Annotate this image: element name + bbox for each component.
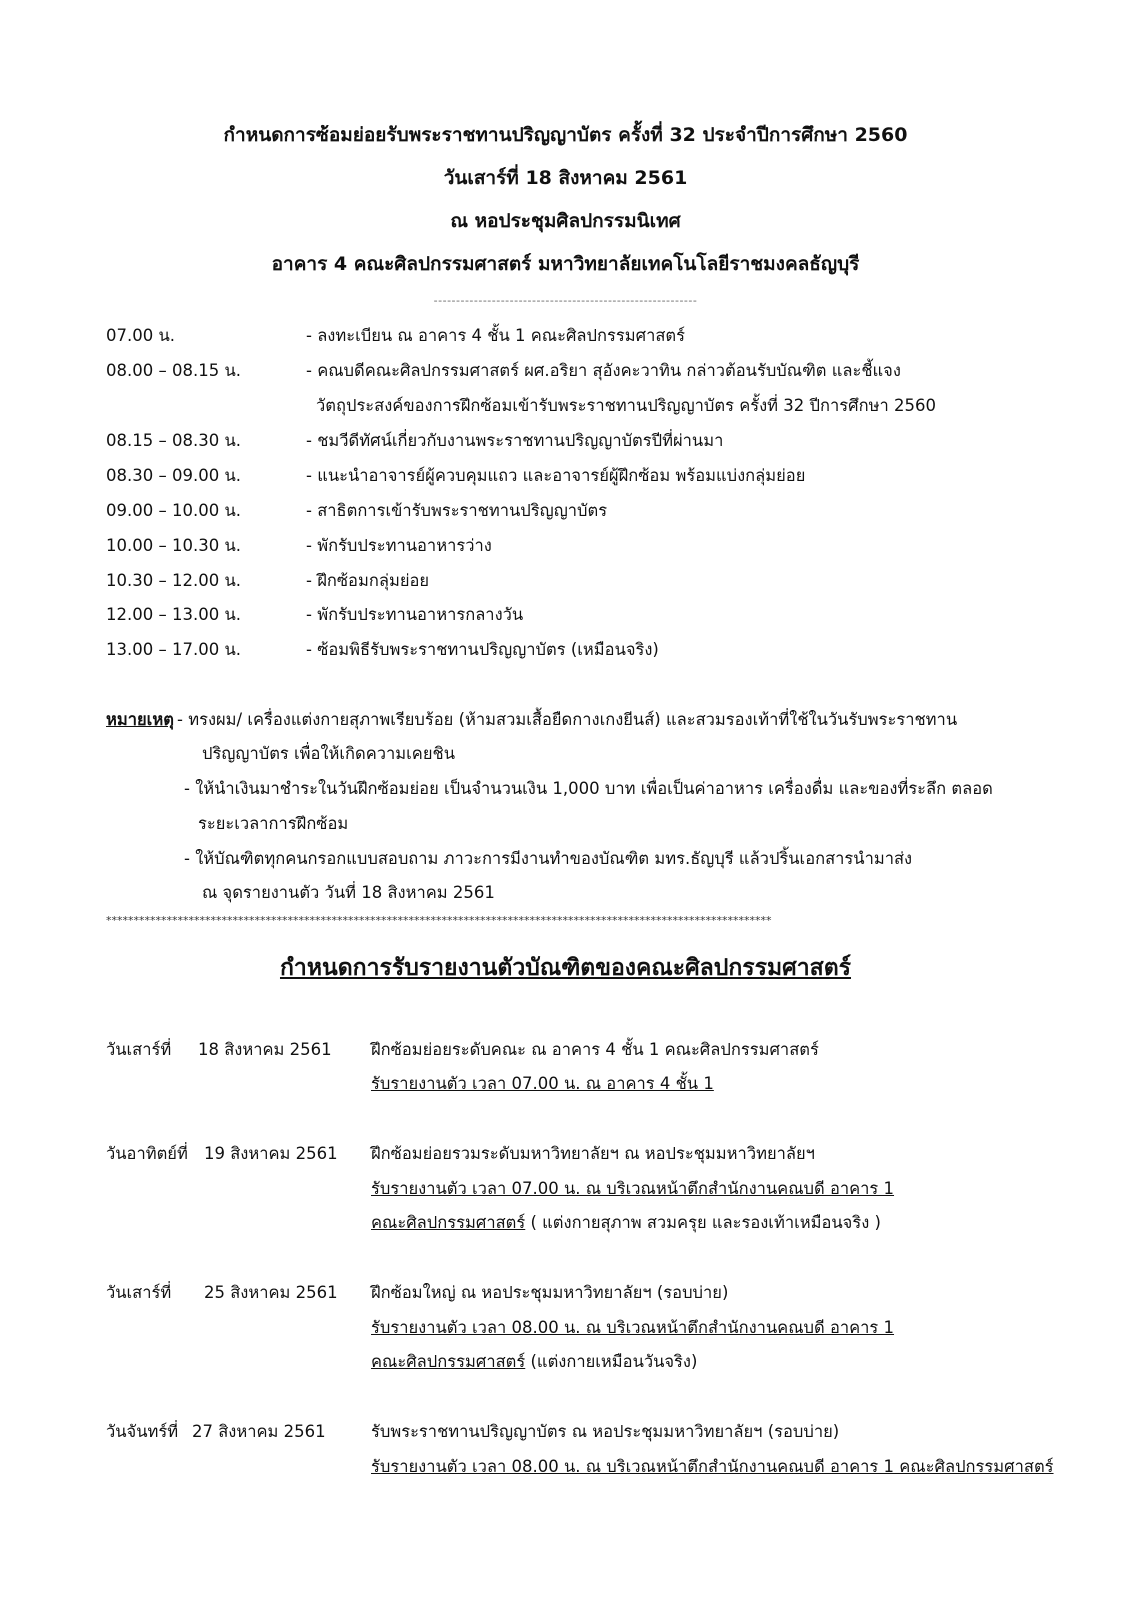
- note-3-line-2: ณ จุดรายงานตัว วันที่ 18 สิงหาคม 2561: [202, 883, 495, 902]
- report-activity: รับพระราชทานปริญญาบัตร ณ หอประชุมมหาวิทยาลัยฯ (รอบบ่าย): [371, 1422, 840, 1441]
- header-title-line1: กำหนดการซ้อมย่อยรับพระราชทานปริญญาบัตร ครั้งที่ 32 ประจำปีการศึกษา 2560: [223, 124, 908, 146]
- schedule-activity: - พักรับประทานอาหารว่าง: [306, 536, 492, 555]
- report-dress-code: ( แต่งกายสุภาพ สวมครุย และรองเท้าเหมือนจริง ): [525, 1213, 881, 1232]
- header-divider: -----------------------------------------------------------: [433, 294, 698, 307]
- report-check-in-continued: [371, 1213, 881, 1233]
- note-2-line-1: - ให้นำเงินมาชำระในวันฝึกซ้อมย่อย เป็นจำนวนเงิน 1,000 บาท เพื่อเป็นค่าอาหาร เครื่องดื่ม และของที่ระลึก ตลอด: [184, 779, 993, 798]
- schedule-time: 08.00 – 08.15 น.: [106, 361, 241, 380]
- report-check-in: รับรายงานตัว เวลา 08.00 น. ณ บริเวณหน้าตึกสำนักงานคณบดี อาคาร 1: [371, 1318, 895, 1337]
- report-day: วันจันทร์ที่: [106, 1422, 179, 1441]
- schedule-time: 13.00 – 17.00 น.: [106, 640, 241, 659]
- report-day: วันเสาร์ที่: [106, 1283, 172, 1302]
- schedule-activity: - คณบดีคณะศิลปกรรมศาสตร์ ผศ.อริยา สุอังคะวาทิน กล่าวต้อนรับบัณฑิต และชี้แจง: [306, 361, 901, 380]
- report-dress-code: (แต่งกายเหมือนวันจริง): [525, 1352, 698, 1371]
- report-activity: ฝึกซ้อมย่อยระดับคณะ ณ อาคาร 4 ชั้น 1 คณะศิลปกรรมศาสตร์: [371, 1040, 819, 1059]
- schedule-activity: - สาธิตการเข้ารับพระราชทานปริญญาบัตร: [306, 501, 608, 520]
- note-3-line-1: - ให้บัณฑิตทุกคนกรอกแบบสอบถาม ภาวะการมีงานทำของบัณฑิต มทร.ธัญบุรี แล้วปริ้นเอกสารนำมาส่ง: [184, 849, 913, 868]
- report-activity: ฝึกซ้อมใหญ่ ณ หอประชุมมหาวิทยาลัยฯ (รอบบ่าย): [371, 1283, 729, 1302]
- note-1-line-1: - ทรงผม/ เครื่องแต่งกายสุภาพเรียบร้อย (ห้ามสวมเสื้อยืดกางเกงยีนส์) และสวมรองเท้าที่ใช้ในวันรับพระราชทาน: [177, 710, 958, 729]
- report-check-in: รับรายงานตัว เวลา 07.00 น. ณ อาคาร 4 ชั้น 1: [371, 1074, 714, 1093]
- schedule-time: 09.00 – 10.00 น.: [106, 501, 241, 520]
- header-building-line: อาคาร 4 คณะศิลปกรรมศาสตร์ มหาวิทยาลัยเทคโนโลยีราชมงคลธัญบุรี: [271, 253, 860, 275]
- schedule-activity: - แนะนำอาจารย์ผู้ควบคุมแถว และอาจารย์ผู้ฝึกซ้อม พร้อมแบ่งกลุ่มย่อย: [306, 466, 806, 485]
- report-date: 27 สิงหาคม 2561: [192, 1422, 326, 1441]
- schedule-activity: - ชมวีดีทัศน์เกี่ยวกับงานพระราชทานปริญญาบัตรปีที่ผ่านมา: [306, 431, 724, 450]
- report-check-in-faculty: คณะศิลปกรรมศาสตร์: [371, 1352, 526, 1371]
- report-date: 25 สิงหาคม 2561: [204, 1283, 338, 1302]
- schedule-activity: - ฝึกซ้อมกลุ่มย่อย: [306, 571, 430, 590]
- report-day: วันอาทิตย์ที่: [106, 1144, 188, 1163]
- note-1-line-2: ปริญญาบัตร เพื่อให้เกิดความเคยชิน: [202, 744, 455, 763]
- report-check-in: รับรายงานตัว เวลา 08.00 น. ณ บริเวณหน้าตึกสำนักงานคณบดี อาคาร 1 คณะศิลปกรรมศาสตร์: [371, 1457, 1054, 1476]
- notes-label: หมายเหตุ: [106, 710, 174, 729]
- schedule-time: 10.30 – 12.00 น.: [106, 571, 241, 590]
- schedule-activity: - ลงทะเบียน ณ อาคาร 4 ชั้น 1 คณะศิลปกรรมศาสตร์: [306, 326, 686, 345]
- schedule-time: 08.30 – 09.00 น.: [106, 466, 241, 485]
- note-2-line-2: ระยะเวลาการฝึกซ้อม: [198, 814, 349, 833]
- report-day: วันเสาร์ที่: [106, 1040, 172, 1059]
- report-check-in-continued: [371, 1352, 697, 1372]
- schedule-time: 10.00 – 10.30 น.: [106, 536, 241, 555]
- schedule-time: 08.15 – 08.30 น.: [106, 431, 241, 450]
- report-check-in-faculty: คณะศิลปกรรมศาสตร์: [371, 1213, 526, 1232]
- star-divider: *************************************************************************************************************************: [106, 914, 772, 927]
- schedule-activity: - พักรับประทานอาหารกลางวัน: [306, 605, 524, 624]
- report-activity: ฝึกซ้อมย่อยรวมระดับมหาวิทยาลัยฯ ณ หอประชุมมหาวิทยาลัยฯ: [371, 1144, 815, 1163]
- schedule-time: 12.00 – 13.00 น.: [106, 605, 241, 624]
- report-date: 19 สิงหาคม 2561: [204, 1144, 338, 1163]
- header-date-line: วันเสาร์ที่ 18 สิงหาคม 2561: [443, 167, 688, 189]
- report-date: 18 สิงหาคม 2561: [198, 1040, 332, 1059]
- header-venue-line: ณ หอประชุมศิลปกรรมนิเทศ: [450, 210, 681, 232]
- schedule-activity: - ซ้อมพิธีรับพระราชทานปริญญาบัตร (เหมือนจริง): [306, 640, 659, 659]
- schedule-activity-continued: วัตถุประสงค์ของการฝึกซ้อมเข้ารับพระราชทานปริญญาบัตร ครั้งที่ 32 ปีการศึกษา 2560: [316, 396, 936, 415]
- schedule-time: 07.00 น.: [106, 326, 176, 345]
- report-check-in: รับรายงานตัว เวลา 07.00 น. ณ บริเวณหน้าตึกสำนักงานคณบดี อาคาร 1: [371, 1179, 895, 1198]
- report-section-title: กำหนดการรับรายงานตัวบัณฑิตของคณะศิลปกรรมศาสตร์: [279, 955, 851, 981]
